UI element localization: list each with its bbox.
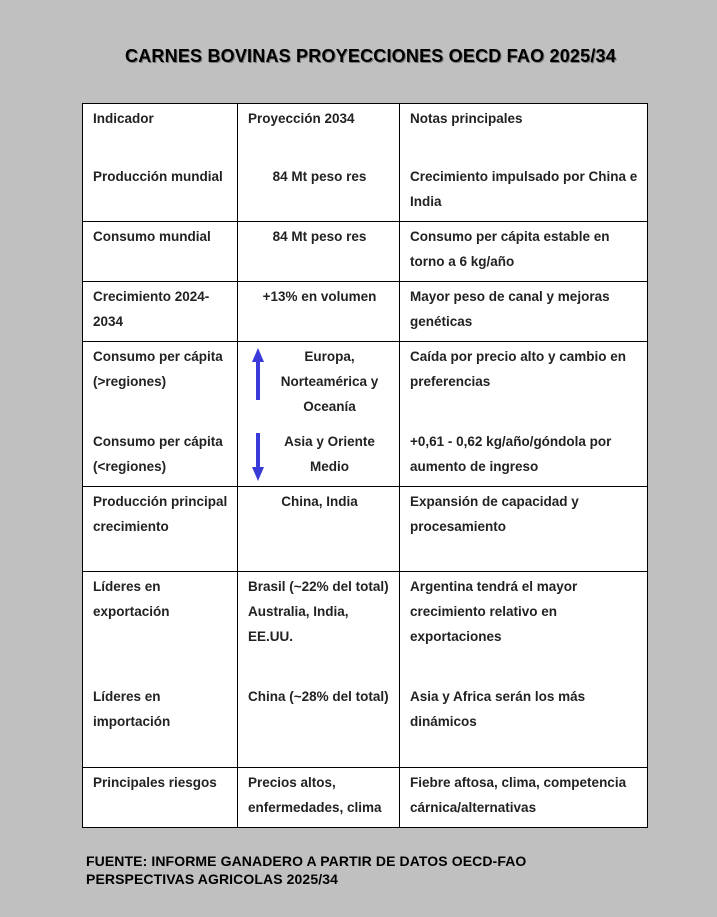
row-notas: Fiebre aftosa, clima, competencia cárnica/alternativas: [400, 768, 648, 828]
table-header-row: [83, 104, 648, 162]
row-indicador: Producción mundial: [83, 162, 238, 222]
table-row: [83, 282, 648, 342]
row-proyeccion-cell: [238, 427, 400, 487]
row-notas: Argentina tendrá el mayor crecimiento relativo en exportaciones: [400, 572, 648, 682]
table-row: [83, 162, 648, 222]
row-proyeccion: China, India: [238, 487, 400, 572]
row-proyeccion: Brasil (~22% del total) Australia, India, EE.UU.: [238, 572, 400, 682]
page-title: CARNES BOVINAS PROYECCIONES OECD FAO 2025/34: [125, 46, 616, 66]
source-line-2: PERSPECTIVAS AGRICOLAS 2025/34: [86, 871, 338, 887]
row-proyeccion: Europa, Norteamérica y Oceanía: [280, 349, 379, 414]
table-row: [83, 768, 648, 828]
row-notas: Asia y Africa serán los más dinámicos: [400, 682, 648, 768]
table-row: [83, 342, 648, 427]
row-notas: Caída por precio alto y cambio en preferencias: [400, 342, 648, 427]
table-row: [83, 572, 648, 682]
source-note: [86, 852, 526, 888]
arrow-down-icon: [252, 433, 264, 481]
row-proyeccion-cell: [238, 342, 400, 427]
row-notas: +0,61 - 0,62 kg/año/góndola por aumento de ingreso: [400, 427, 648, 487]
arrow-up-icon: [252, 348, 264, 400]
table-row: [83, 682, 648, 768]
row-indicador: Principales riesgos: [83, 768, 238, 828]
table-row: [83, 487, 648, 572]
row-notas: Consumo per cápita estable en torno a 6 kg/año: [400, 222, 648, 282]
row-indicador: Líderes en exportación: [83, 572, 238, 682]
projections-table: [82, 103, 648, 828]
row-indicador: Consumo per cápita (<regiones): [83, 427, 238, 487]
row-indicador: Líderes en importación: [83, 682, 238, 768]
row-indicador: Producción principal crecimiento: [83, 487, 238, 572]
row-proyeccion: Asia y Oriente Medio: [284, 433, 375, 474]
row-notas: Mayor peso de canal y mejoras genéticas: [400, 282, 648, 342]
row-proyeccion: China (~28% del total): [238, 682, 400, 768]
row-proyeccion: +13% en volumen: [238, 282, 400, 342]
header-proyeccion: Proyección 2034: [238, 104, 400, 162]
row-indicador: Consumo mundial: [83, 222, 238, 282]
row-indicador: Crecimiento 2024-2034: [83, 282, 238, 342]
row-notas: Crecimiento impulsado por China e India: [400, 162, 648, 222]
header-notas: Notas principales: [400, 104, 648, 162]
table-row: [83, 222, 648, 282]
header-indicador: Indicador: [83, 104, 238, 162]
row-proyeccion: 84 Mt peso res: [238, 162, 400, 222]
row-proyeccion: Precios altos, enfermedades, clima: [238, 768, 400, 828]
table-row: [83, 427, 648, 487]
row-indicador: Consumo per cápita (>regiones): [83, 342, 238, 427]
row-proyeccion: 84 Mt peso res: [238, 222, 400, 282]
source-line-1: FUENTE: INFORME GANADERO A PARTIR DE DATOS OECD-FAO: [86, 853, 527, 869]
row-notas: Expansión de capacidad y procesamiento: [400, 487, 648, 572]
